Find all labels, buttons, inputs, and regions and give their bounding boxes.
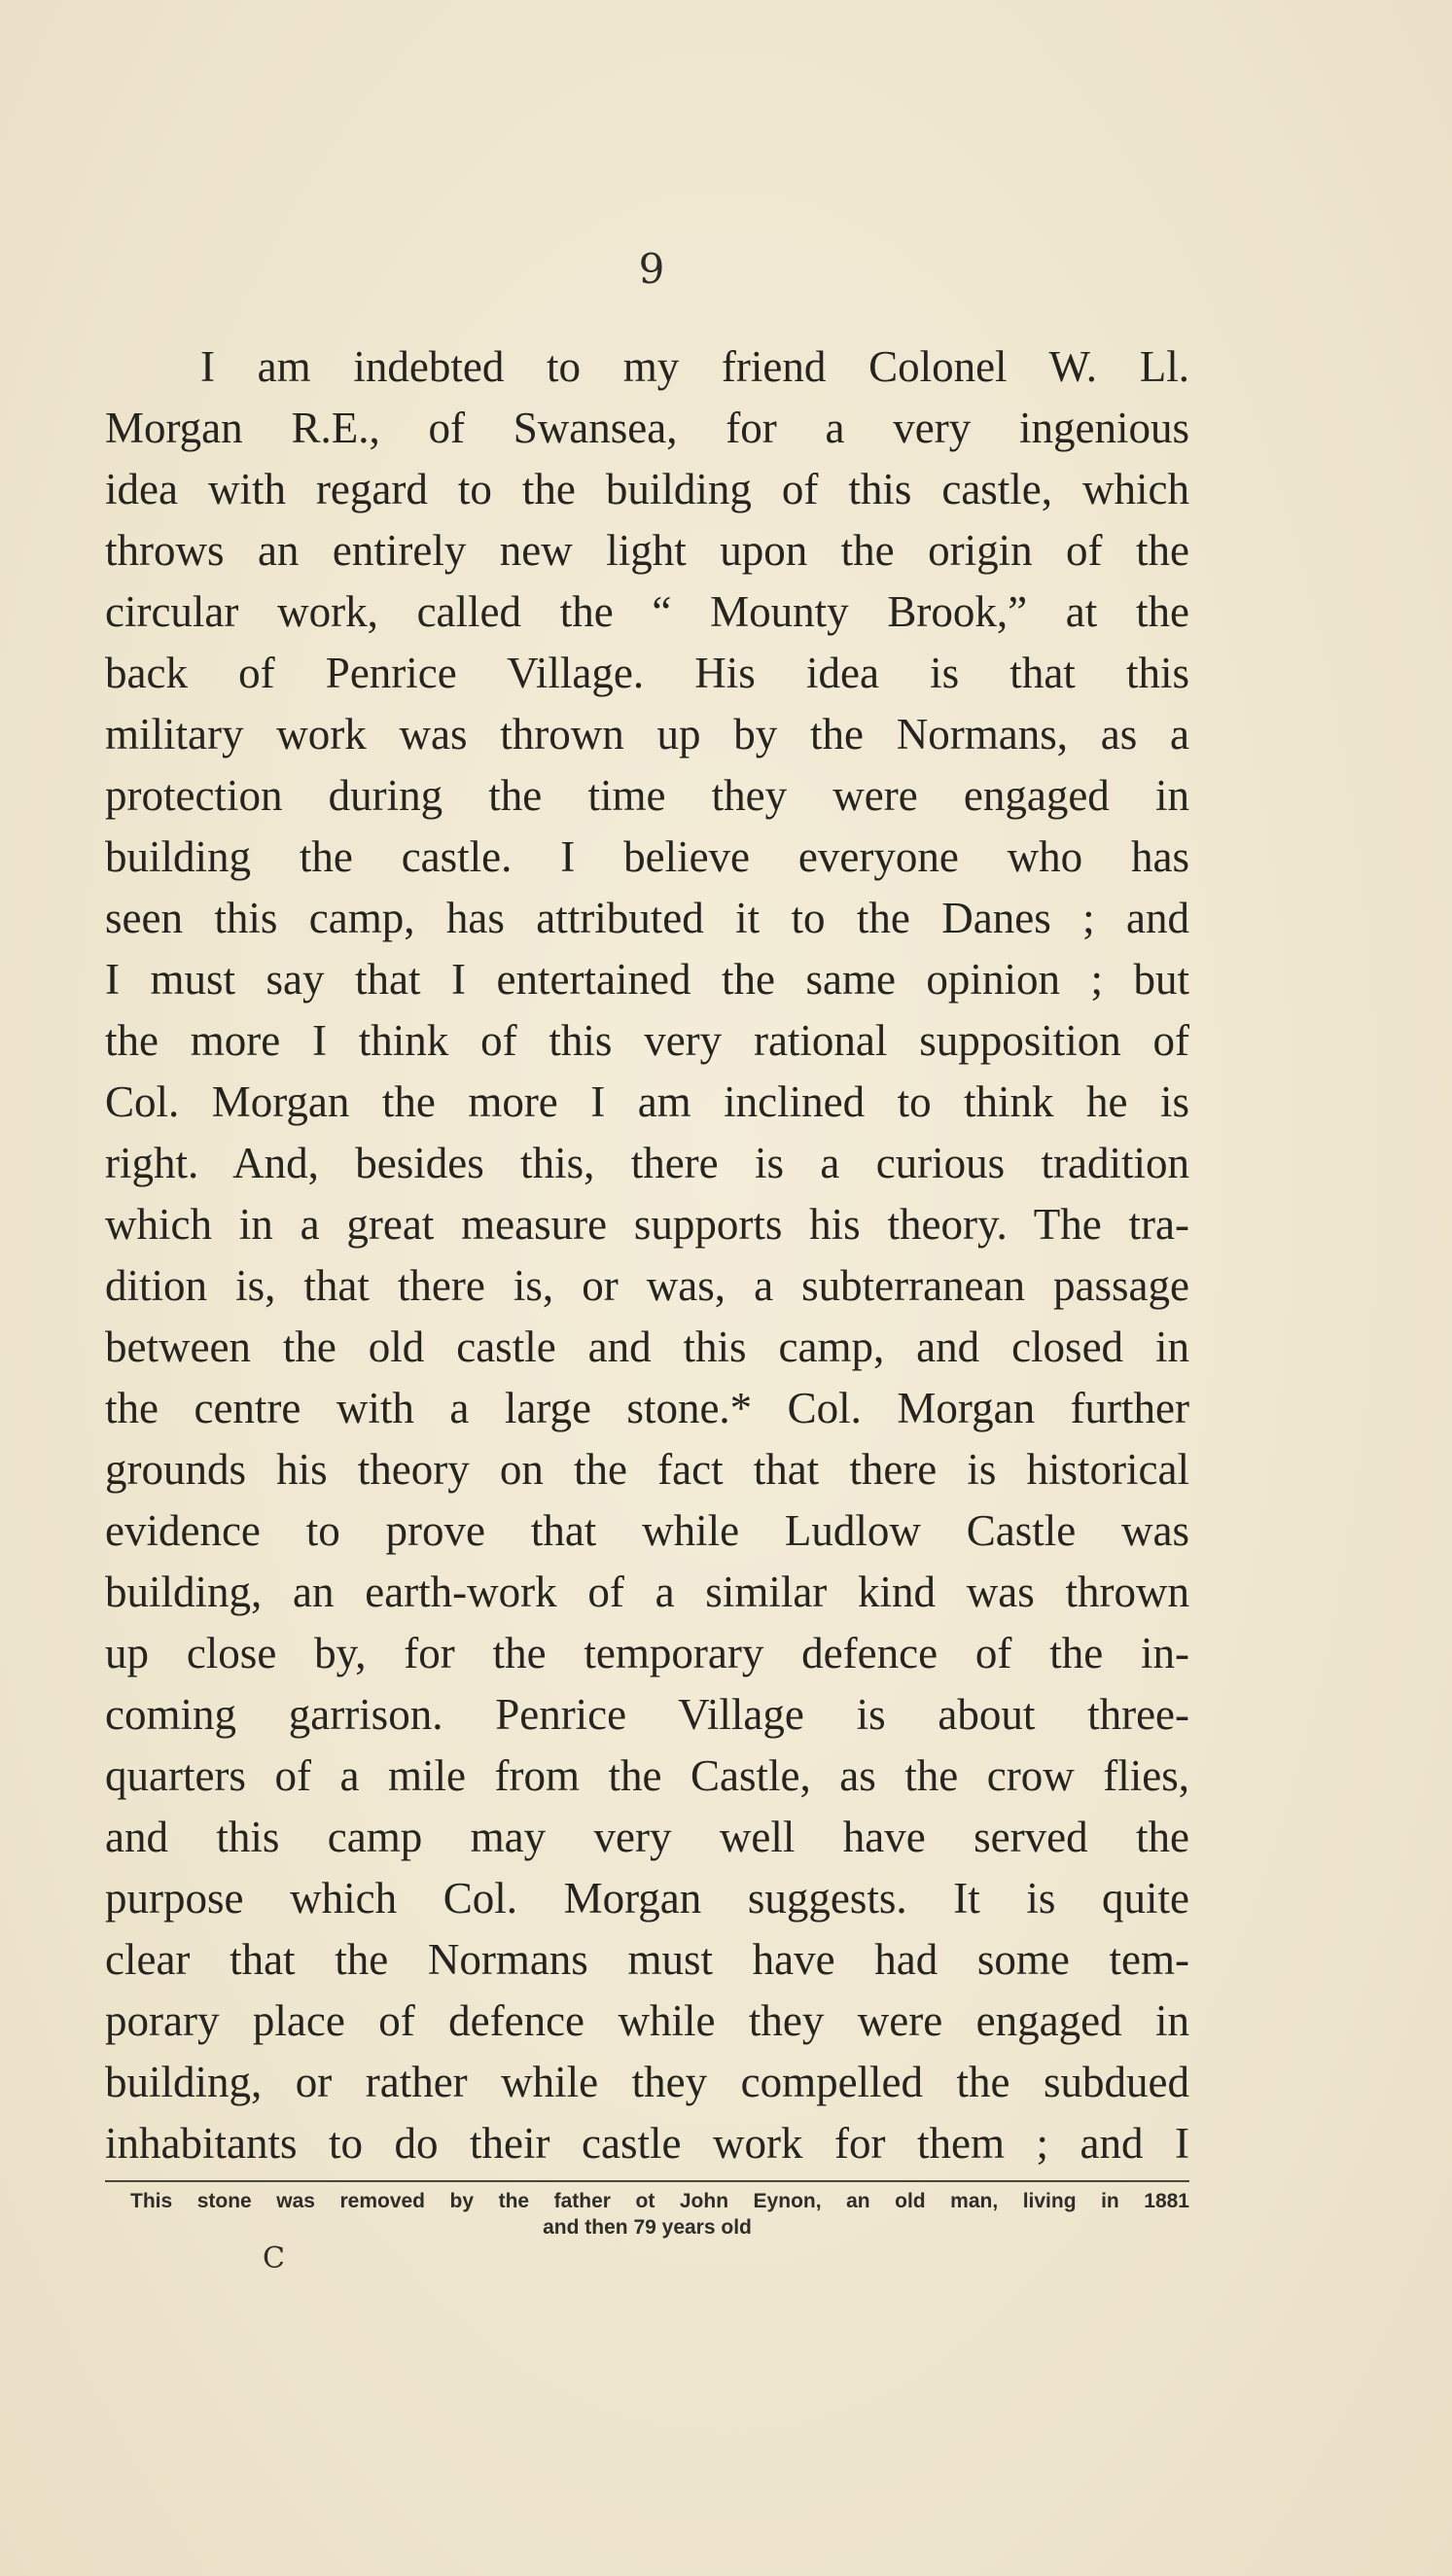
text-line: quarters of a mile from the Castle, as the crow flies,: [105, 1751, 1189, 1800]
text-line: between the old castle and this camp, and closed in: [105, 1323, 1189, 1371]
text-line: building the castle. I believe everyone who has: [105, 832, 1189, 881]
text-line: idea with regard to the building of this castle, which: [105, 465, 1189, 513]
text-line: clear that the Normans must have had some tem-: [105, 1935, 1189, 1984]
text-line: purpose which Col. Morgan suggests. It is quite: [105, 1874, 1189, 1923]
text-line: up close by, for the temporary defence of the in-: [105, 1629, 1189, 1677]
text-line: inhabitants to do their castle work for them ; and I: [105, 2119, 1189, 2168]
text-line: evidence to prove that while Ludlow Castle was: [105, 1506, 1189, 1555]
body-text: [105, 336, 1189, 2174]
text-line: right. And, besides this, there is a curious tradition: [105, 1139, 1189, 1187]
text-line: grounds his theory on the fact that there is historical: [105, 1445, 1189, 1494]
text-line: seen this camp, has attributed it to the Danes ; and: [105, 894, 1189, 942]
footnote-line: and then 79 years old: [543, 2216, 752, 2239]
text-line: military work was thrown up by the Normans, as a: [105, 710, 1189, 759]
page-number: 9: [638, 245, 665, 293]
text-line: Col. Morgan the more I am inclined to think he is: [105, 1077, 1189, 1126]
footnote-rule: [105, 2180, 1189, 2182]
text-line: building, an earth-work of a similar kind was thrown: [105, 1568, 1189, 1616]
text-line: I must say that I entertained the same opinion ; but: [105, 955, 1189, 1004]
footnote-line: This stone was removed by the father ot John Eynon, an old man, living in 1881: [130, 2190, 1189, 2212]
text-line: I am indebted to my friend Colonel W. Ll.: [200, 342, 1189, 391]
text-line: dition is, that there is, or was, a subterranean passage: [105, 1261, 1189, 1310]
text-line: protection during the time they were engaged in: [105, 771, 1189, 820]
text-line: the centre with a large stone.* Col. Morgan further: [105, 1384, 1189, 1432]
text-line: throws an entirely new light upon the origin of the: [105, 526, 1189, 575]
text-line: back of Penrice Village. His idea is that this: [105, 649, 1189, 697]
text-line: coming garrison. Penrice Village is about three-: [105, 1690, 1189, 1739]
signature-mark: C: [263, 2241, 285, 2276]
text-line: building, or rather while they compelled the subdued: [105, 2058, 1189, 2106]
footnote: [105, 2188, 1189, 2241]
text-line: Morgan R.E., of Swansea, for a very ingenious: [105, 404, 1189, 452]
text-line: which in a great measure supports his theory. The tra-: [105, 1200, 1189, 1249]
text-line: circular work, called the “ Mounty Brook,” at the: [105, 587, 1189, 636]
text-line: the more I think of this very rational supposition of: [105, 1016, 1189, 1065]
text-line: porary place of defence while they were engaged in: [105, 1996, 1189, 2045]
text-line: and this camp may very well have served the: [105, 1813, 1189, 1861]
